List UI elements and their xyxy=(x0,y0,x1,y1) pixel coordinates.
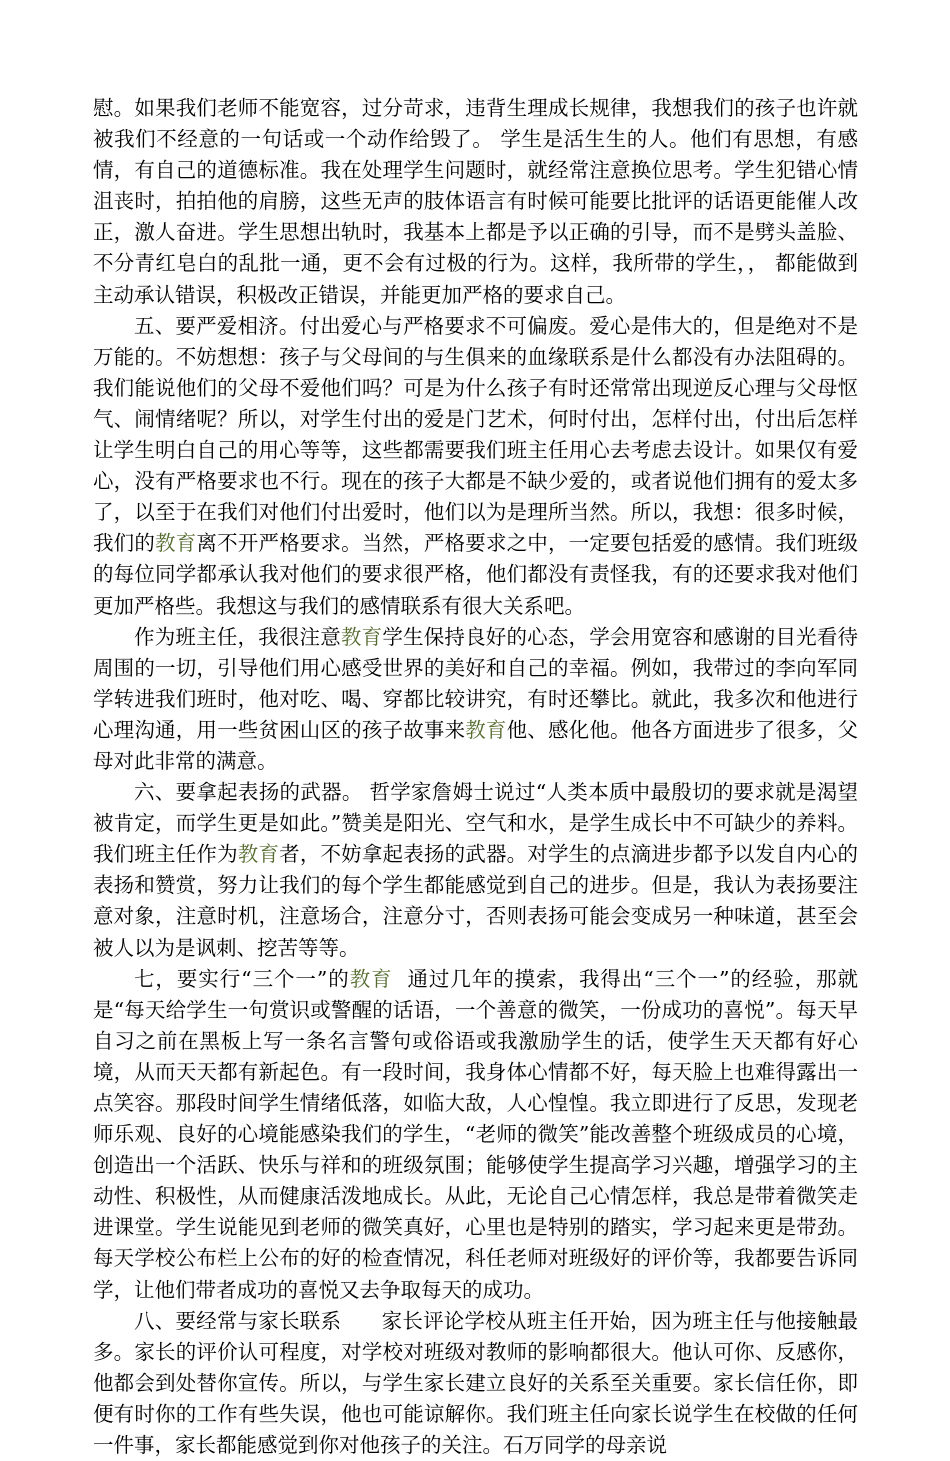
keyword-link[interactable]: 教育 xyxy=(349,966,393,991)
paragraph-continuation xyxy=(93,93,858,311)
paragraph-text: 七，要实行“三个一”的 xyxy=(134,966,350,991)
keyword-link[interactable]: 教育 xyxy=(465,717,507,742)
paragraph-text: 作为班主任，我很注意 xyxy=(134,624,341,649)
keyword-link[interactable]: 教育 xyxy=(155,531,197,556)
paragraph-section-five xyxy=(93,311,858,622)
paragraph-text: 八、要经常与家长联系 家长评论学校从班主任开始，因为班主任与他接触最多。家长的评价认可程度，对学校对班级对教师的影响都很大。他认可你、反感你，他都会到处替你宣传。所以，与学生家长建立良好的关系至关重要。家长信任你，即便有时你的工作有些失误，他也可能谅解你。我们班主任向家长说学生在校做的任何一件事，家长都能感觉到你对他孩子的关注。石万同学的母亲说 xyxy=(93,1308,858,1458)
paragraph-section-six xyxy=(93,777,858,964)
paragraph-text: 慰。如果我们老师不能宽容，过分苛求，违背生理成长规律，我想我们的孩子也许就被我们不经意的一句话或一个动作给毁了。 学生是活生生的人。他们有思想，有感情，有自己的道德标准。我在处理学生问题时，就经常注意换位思考。学生犯错心情沮丧时，拍拍他的肩膀，这些无声的肢体语言有时候可能要比批评的话语更能催人改正，激人奋进。学生思想出轨时，我基本上都是予以正确的引导，而不是劈头盖脸、不分青红皂白的乱批一通，更不会有过极的行为。这样，我所带的学生，， 都能做到主动承认错误，积极改正错误，并能更加严格的要求自己。 xyxy=(93,96,858,307)
paragraph-section-seven xyxy=(93,964,858,1306)
keyword-link[interactable]: 教育 xyxy=(340,624,383,649)
paragraph-text: 他、感化他。他各方面进步了很多，父母对此非常的满意。 xyxy=(93,717,859,773)
paragraph-section-eight xyxy=(93,1306,858,1461)
paragraph-mentality xyxy=(93,622,858,777)
paragraph-text: 五、要严爱相济。付出爱心与严格要求不可偏废。爱心是伟大的，但是绝对不是万能的。不妨想想：孩子与父母间的与生俱来的血缘联系是什么都没有办法阻碍的。我们能说他们的父母不爱他们吗？可是为什么孩子有时还常常出现逆反心理与父母怄气、闹情绪呢？所以，对学生付出的爱是门艺术，何时付出，怎样付出，付出后怎样让学生明白自己的用心等等，这些都需要我们班主任用心去考虑去设计。如果仅有爱心，没有严格要求也不行。现在的孩子大都是不缺少爱的，或者说他们拥有的爱太多了，以至于在我们对他们付出爱时，他们以为是理所当然。所以，我想：很多时候，我们的 xyxy=(93,313,858,556)
paragraph-text: 离不开严格要求。当然，严格要求之中，一定要包括爱的感情。我们班级的每位同学都承认我对他们的要求很严格，他们都没有责怪我，有的还要求我对他们更加严格些。我想这与我们的感情联系有很大关系吧。 xyxy=(93,531,859,618)
paragraph-text: 学生保持良好的心态，学会用宽容和感谢的目光看待周围的一切，引导他们用心感受世界的美好和自己的幸福。例如，我带过的李向军同学转进我们班时，他对吃、喝、穿都比较讲究，有时还攀比。就此，我多次和他进行心理沟通，用一些贫困山区的孩子故事来 xyxy=(93,624,859,742)
keyword-link[interactable]: 教育 xyxy=(237,842,280,867)
document-page xyxy=(93,93,858,1461)
paragraph-text: 者，不妨拿起表扬的武器。对学生的点滴进步都予以发自内心的表扬和赞赏，努力让我们的每个学生都能感觉到自己的进步。但是，我认为表扬要注意对象，注意时机，注意场合，注意分寸，否则表扬可能会变成另一种味道，甚至会被人以为是讽刺、挖苦等等。 xyxy=(93,842,859,960)
paragraph-text: 通过几年的摸索，我得出“三个一”的经验，那就是“每天给学生一句赏识或警醒的话语，一个善意的微笑，一份成功的喜悦”。每天早自习之前在黑板上写一条名言警句或俗语或我激励学生的话，使学生天天都有好心境，从而天天都有新起色。有一段时间，我身体心情都不好，每天脸上也难得露出一点笑容。那段时间学生情绪低落，如临大敌，人心惶惶。我立即进行了反思，发现老师乐观、良好的心境能感染我们的学生，“老师的微笑”能改善整个班级成员的心境，创造出一个活跃、快乐与祥和的班级氛围；能够使学生提高学习兴趣，增强学习的主动性、积极性，从而健康活泼地成长。从此，无论自己心情怎样，我总是带着微笑走进课堂。学生说能见到老师的微笑真好，心里也是特别的踏实，学习起来更是带劲。每天学校公布栏上公布的好的检查情况，科任老师对班级好的评价等，我都要告诉同学，让他们带者成功的喜悦又去争取每天的成功。 xyxy=(93,966,859,1302)
paragraph-text: 六、要拿起表扬的武器。 哲学家詹姆士说过“人类本质中最殷切的要求就是渴望被肯定，而学生更是如此。”赞美是阳光、空气和水，是学生成长中不可缺少的养料。我们班主任作为 xyxy=(93,780,858,867)
